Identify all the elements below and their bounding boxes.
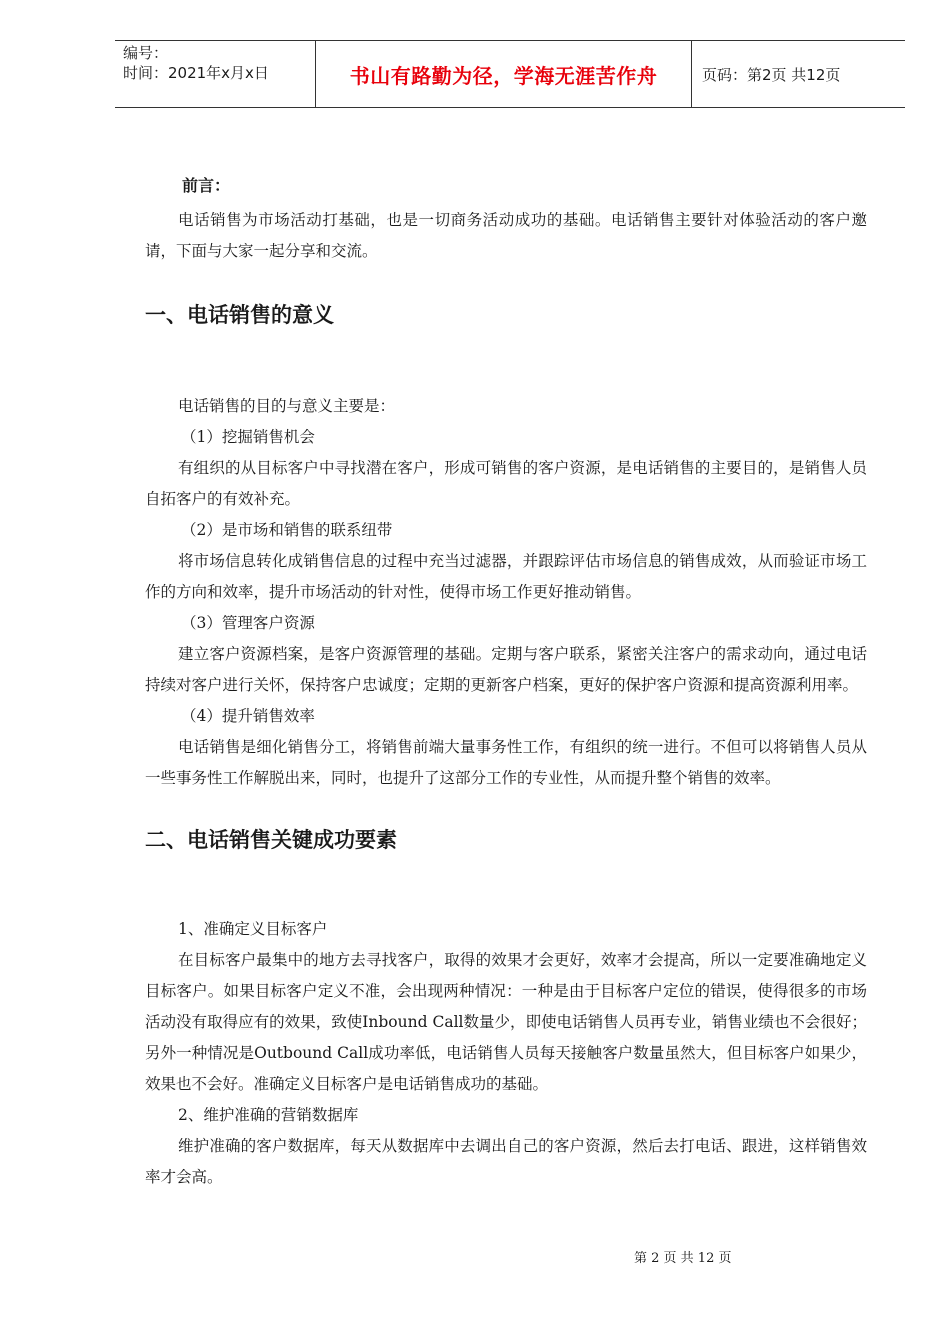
section-1-item-3-text: 建立客户资源档案，是客户资源管理的基础。定期与客户联系，紧密关注客户的需求动向，通过电话持续对客户进行关怀，保持客户忠诚度；定期的更新客户档案，更好的保护客户资源和提高资源利用率。 [145, 645, 867, 694]
time-label: 时间：2021年x月x日 [123, 64, 269, 82]
section-2-item-1-heading: 1、准确定义目标客户 [178, 920, 328, 938]
section-1-item-2-heading: （2）是市场和销售的联系纽带 [181, 521, 393, 539]
section-1-item-3-heading: （3）管理客户资源 [181, 614, 315, 632]
doc-number-label: 编号： [123, 44, 169, 62]
header-meta [115, 41, 315, 107]
section-1-item-4-text: 电话销售是细化销售分工，将销售前端大量事务性工作，有组织的统一进行。不但可以将销售人员从一些事务性工作解脱出来，同时，也提升了这部分工作的专业性，从而提升整个销售的效率。 [145, 738, 867, 787]
header-page-info: 页码：第2页 共12页 [702, 65, 841, 84]
page-footer: 第 2 页 共 12 页 [634, 1251, 732, 1266]
section-1-item-1-text: 有组织的从目标客户中寻找潜在客户，形成可销售的客户资源，是电话销售的主要目的，是销售人员自拓客户的有效补充。 [145, 459, 867, 508]
header-motto: 书山有路勤为径，学海无涯苦作舟 [315, 41, 692, 107]
section-1-item-1-heading: （1）挖掘销售机会 [181, 428, 315, 446]
foreword-title: 前言： [182, 176, 231, 195]
document-body [145, 170, 867, 1193]
section-2-item-1-text: 在目标客户最集中的地方去寻找客户，取得的效果才会更好，效率才会提高，所以一定要准确地定义目标客户。如果目标客户定义不准，会出现两种情况：一种是由于目标客户定位的错误，使得很多的市场活动没有取得应有的效果，致使Inbound Call数量少，即使电话销售人员再专业，销售业绩也不会很好；另外一种情况是Outbound Call成功率低，电话销售人员每天接触客户数量虽然大，但目标客户如果少，效果也不会好。准确定义目标客户是电话销售成功的基础。 [145, 951, 867, 1093]
section-1-item-4-heading: （4）提升销售效率 [181, 707, 315, 725]
section-2-title: 二、电话销售关键成功要素 [145, 828, 397, 852]
foreword-text: 电话销售为市场活动打基础，也是一切商务活动成功的基础。电话销售主要针对体验活动的客户邀请，下面与大家一起分享和交流。 [145, 211, 867, 260]
section-1-title: 一、电话销售的意义 [145, 303, 334, 327]
page-header [115, 40, 905, 108]
section-1-item-2-text: 将市场信息转化成销售信息的过程中充当过滤器，并跟踪评估市场信息的销售成效，从而验证市场工作的方向和效率，提升市场活动的针对性，使得市场工作更好推动销售。 [145, 552, 867, 601]
section-2-item-2-heading: 2、维护准确的营销数据库 [178, 1106, 359, 1124]
section-2-item-2-text: 维护准确的客户数据库，每天从数据库中去调出自己的客户资源，然后去打电话、跟进，这样销售效率才会高。 [145, 1137, 867, 1186]
section-1-intro: 电话销售的目的与意义主要是： [178, 397, 396, 415]
